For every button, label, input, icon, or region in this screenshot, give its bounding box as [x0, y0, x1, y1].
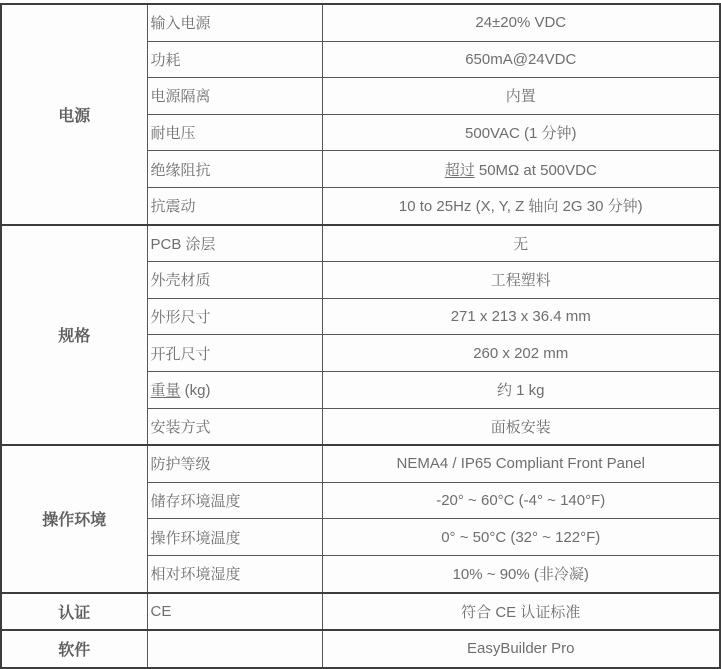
- spec-value-text: 650mA@24VDC: [465, 50, 577, 68]
- spec-value: [322, 335, 720, 372]
- table-row: [1, 630, 720, 668]
- spec-label-text: 输入电源: [150, 15, 211, 33]
- spec-label-text: 绝缘阻抗: [150, 161, 211, 179]
- spec-label: [147, 555, 322, 592]
- spec-value-text: 约 1 kg: [496, 382, 545, 400]
- spec-label: [147, 482, 322, 519]
- spec-label: [147, 593, 322, 631]
- spec-value: [322, 555, 720, 592]
- spec-value-text: 10% ~ 90% (非冷凝): [452, 566, 589, 584]
- spec-value-text: 工程塑料: [490, 272, 551, 290]
- spec-value: [322, 298, 720, 335]
- spec-label-text: 安装方式: [150, 418, 211, 436]
- spec-label: [147, 519, 322, 556]
- spec-label: [147, 630, 322, 668]
- spec-value: [322, 262, 720, 299]
- section-operating-environment: [1, 445, 720, 592]
- spec-value-text: 符合 CE 认证标准: [461, 603, 581, 621]
- section-specs: [1, 225, 720, 446]
- spec-value: [322, 225, 720, 262]
- category-cell-power: 电源: [1, 4, 147, 225]
- spec-value-text: 50MΩ at 500VDC: [474, 161, 597, 179]
- spec-label-text: 电源隔离: [150, 88, 211, 106]
- spec-label: [147, 262, 322, 299]
- spec-label: [147, 225, 322, 262]
- spec-value: [322, 630, 720, 668]
- spec-label-text: (kg): [180, 382, 211, 400]
- section-power: [1, 4, 720, 225]
- spec-value-text: 0° ~ 50°C (32° ~ 122°F): [441, 528, 601, 546]
- spec-value: [322, 187, 720, 224]
- category-cell-software: 软件: [1, 630, 147, 668]
- spec-table: [0, 3, 721, 669]
- spec-label-text: 防护等级: [150, 456, 211, 474]
- spec-label-text: 功耗: [150, 51, 181, 69]
- spec-value: [322, 78, 720, 115]
- spec-value-text: 内置: [505, 88, 536, 106]
- spec-value-text: NEMA4 / IP65 Compliant Front Panel: [396, 455, 645, 473]
- spec-value-text: 24±20% VDC: [475, 14, 567, 32]
- spec-value: [322, 4, 720, 41]
- category-cell-environment: 操作环境: [1, 445, 147, 592]
- spec-value: [322, 445, 720, 482]
- spec-label-text: 相对环境湿度: [150, 566, 241, 584]
- spec-label-text: 抗震动: [150, 198, 196, 216]
- spec-label-text: 外形尺寸: [150, 309, 211, 327]
- spec-label: [147, 445, 322, 482]
- spec-value-text: 10 to 25Hz (X, Y, Z 轴向 2G 30 分钟): [398, 198, 643, 216]
- section-software: [1, 630, 720, 668]
- spec-value: [322, 408, 720, 445]
- spec-value-text: 面板安装: [490, 418, 551, 436]
- spec-label: [147, 114, 322, 151]
- spec-label: [147, 371, 322, 408]
- spec-value: [322, 371, 720, 408]
- spec-label: [147, 78, 322, 115]
- spec-value-text: 无: [513, 235, 529, 253]
- spec-value-text: 500VAC (1 分钟): [465, 125, 577, 143]
- table-row: [1, 225, 720, 262]
- spec-label-text: 外壳材质: [150, 272, 211, 290]
- table-row: [1, 593, 720, 631]
- spec-label-underlined: 重量: [150, 382, 181, 400]
- spec-label-text: CE: [150, 602, 172, 620]
- spec-label-text: PCB 涂层: [150, 235, 216, 253]
- spec-label: [147, 408, 322, 445]
- spec-label: [147, 298, 322, 335]
- table-row: [1, 4, 720, 41]
- spec-value: [322, 151, 720, 188]
- spec-value: [322, 593, 720, 631]
- spec-label: [147, 151, 322, 188]
- spec-label: [147, 41, 322, 78]
- spec-value: [322, 114, 720, 151]
- spec-label-text: 储存环境温度: [150, 493, 241, 511]
- spec-value-text: EasyBuilder Pro: [466, 640, 575, 658]
- spec-label: [147, 4, 322, 41]
- spec-value-text: 271 x 213 x 36.4 mm: [450, 308, 591, 326]
- spec-value: [322, 519, 720, 556]
- spec-label-text: 操作环境温度: [150, 529, 241, 547]
- spec-value: [322, 41, 720, 78]
- category-cell-specs: 规格: [1, 225, 147, 446]
- spec-label: [147, 335, 322, 372]
- section-certification: [1, 593, 720, 631]
- spec-label: [147, 187, 322, 224]
- table-row: [1, 445, 720, 482]
- spec-value-text: 260 x 202 mm: [473, 344, 569, 362]
- spec-value-text: -20° ~ 60°C (-4° ~ 140°F): [436, 492, 606, 510]
- spec-value-underlined: 超过: [444, 161, 475, 179]
- category-cell-certification: 认证: [1, 593, 147, 631]
- spec-value: [322, 482, 720, 519]
- spec-label-text: 耐电压: [150, 125, 196, 143]
- spec-label-text: 开孔尺寸: [150, 345, 211, 363]
